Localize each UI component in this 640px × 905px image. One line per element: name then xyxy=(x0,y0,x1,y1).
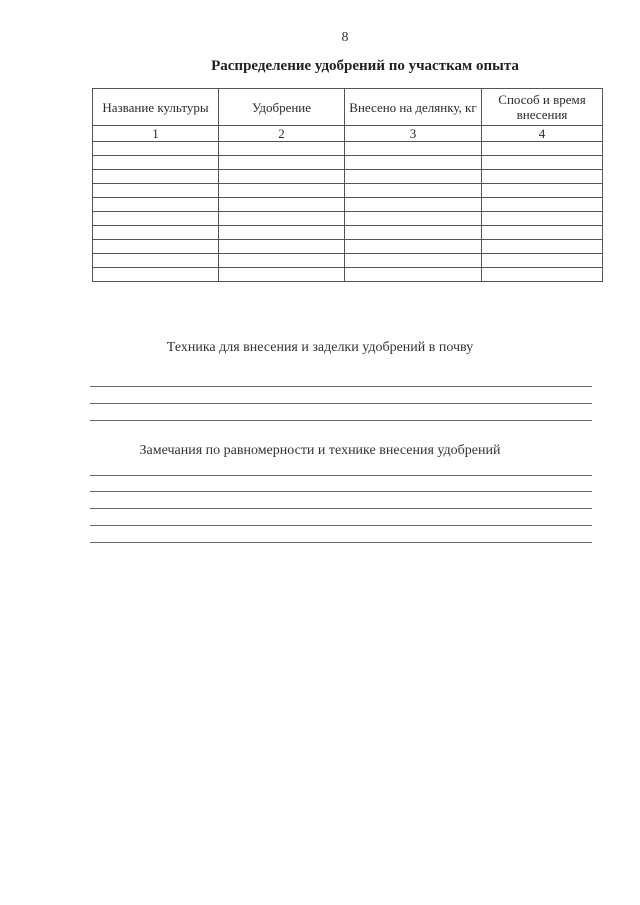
header-applied-per-plot: Внесено на делянку, кг xyxy=(345,89,482,126)
table-cell[interactable] xyxy=(93,268,219,282)
table-cell[interactable] xyxy=(482,156,603,170)
table-cell[interactable] xyxy=(93,170,219,184)
table-cell[interactable] xyxy=(482,184,603,198)
table-cell[interactable] xyxy=(219,226,345,240)
table-cell[interactable] xyxy=(482,226,603,240)
table-row xyxy=(93,142,603,156)
fertilizer-distribution-table xyxy=(92,88,603,282)
column-number-4: 4 xyxy=(482,126,603,142)
table-cell[interactable] xyxy=(219,268,345,282)
table-row xyxy=(93,254,603,268)
table-cell[interactable] xyxy=(482,240,603,254)
table-cell[interactable] xyxy=(219,198,345,212)
table-header-row xyxy=(93,89,603,126)
write-line[interactable] xyxy=(90,525,592,526)
table-cell[interactable] xyxy=(219,156,345,170)
table-cell[interactable] xyxy=(93,184,219,198)
table-cell[interactable] xyxy=(219,170,345,184)
header-crop-name: Название культуры xyxy=(93,89,219,126)
write-line[interactable] xyxy=(90,475,592,476)
write-line[interactable] xyxy=(90,386,592,387)
table-cell[interactable] xyxy=(93,226,219,240)
table-cell[interactable] xyxy=(219,240,345,254)
column-number-1: 1 xyxy=(93,126,219,142)
table-cell[interactable] xyxy=(93,254,219,268)
table-cell[interactable] xyxy=(482,268,603,282)
table-cell[interactable] xyxy=(482,254,603,268)
page-number: 8 xyxy=(341,30,349,45)
table-cell[interactable] xyxy=(345,240,482,254)
section-label-equipment: Техника для внесения и заделки удобрений в почву xyxy=(166,340,474,355)
table-cell[interactable] xyxy=(93,240,219,254)
table-cell[interactable] xyxy=(219,142,345,156)
column-number-row xyxy=(93,126,603,142)
table-cell[interactable] xyxy=(345,184,482,198)
table-cell[interactable] xyxy=(93,198,219,212)
table-cell[interactable] xyxy=(93,142,219,156)
table-cell[interactable] xyxy=(219,212,345,226)
table-cell[interactable] xyxy=(219,184,345,198)
table-cell[interactable] xyxy=(482,198,603,212)
write-line[interactable] xyxy=(90,403,592,404)
table-cell[interactable] xyxy=(482,170,603,184)
table-cell[interactable] xyxy=(345,212,482,226)
column-number-2: 2 xyxy=(219,126,345,142)
write-line[interactable] xyxy=(90,420,592,421)
table-cell[interactable] xyxy=(482,212,603,226)
section-label-remarks: Замечания по равномерности и технике внесения удобрений xyxy=(139,443,501,458)
table-cell[interactable] xyxy=(345,156,482,170)
blank-rows xyxy=(93,142,603,282)
header-fertilizer: Удобрение xyxy=(219,89,345,126)
table-cell[interactable] xyxy=(345,268,482,282)
table-cell[interactable] xyxy=(345,198,482,212)
table-cell[interactable] xyxy=(219,254,345,268)
table-cell[interactable] xyxy=(345,142,482,156)
table-row xyxy=(93,198,603,212)
table-row xyxy=(93,240,603,254)
table-row xyxy=(93,268,603,282)
write-line[interactable] xyxy=(90,491,592,492)
table-cell[interactable] xyxy=(345,254,482,268)
table-cell[interactable] xyxy=(345,226,482,240)
write-line[interactable] xyxy=(90,508,592,509)
table-cell[interactable] xyxy=(482,142,603,156)
header-method-and-time: Способ и время внесения xyxy=(482,89,603,126)
table-cell[interactable] xyxy=(93,212,219,226)
column-number-3: 3 xyxy=(345,126,482,142)
table-title: Распределение удобрений по участкам опыта xyxy=(211,58,519,74)
table-row xyxy=(93,212,603,226)
table-row xyxy=(93,184,603,198)
table-row xyxy=(93,226,603,240)
write-line[interactable] xyxy=(90,542,592,543)
table-row xyxy=(93,156,603,170)
table-cell[interactable] xyxy=(93,156,219,170)
table-row xyxy=(93,170,603,184)
table-cell[interactable] xyxy=(345,170,482,184)
